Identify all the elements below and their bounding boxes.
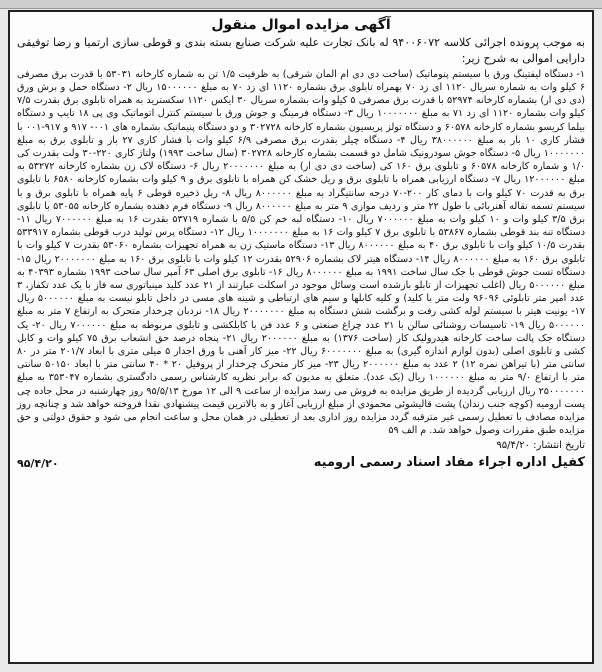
notice-title: آگهی مزایده اموال منقول — [211, 17, 391, 33]
page-top-strip — [0, 0, 602, 9]
notice-paper — [8, 10, 594, 664]
notice-body: ۱- دستگاه لیفتینگ ورق با سیستم پنوماتیک (ساخت دی دی ام المان شرقی) به ظرفیت ۱/۵ تن به شماره کارخانه ۵۳۰۳۱ با قدرت برق مصرفی ۶ کیلو وات به شماره سریال ۱۱۲۰ ای زد ۷۰ بهمراه تابلوی برق بشماره ۱۱۲۰ ای زد ۷۰ به مبلغ ۱۵۰۰۰۰۰۰ ریال ۲- دستگاه حمل و برش ورق (دی دی ار) بشماره کارخانه ۵۲۹۷۴ با قدرت برق مصرفی ۵ کیلو وات بشماره سریال ۳۰ ایکس ۱۱۲۰ سکسترید به همراه تابلوی برق بقدرت ۷/۵ کیلو وات بشماره ۱۱۲۰ ای زد ۷۱ به مبلغ ۱۰۰۰۰۰۰۰ ریال ۳- دستگاه فرمینگ و جوش ورق با سیستم کنترل اتوماتیک وی پی ۱۸ تایپ و دستگاه بیلما کریسو بشماره کارخانه ۶۰۵۷۸ و دستگاه تولز پریسیون بشماره کارخانه ۳۰۲۷۲۸ و دو دستگاه پنیماتیک بشماره های ۰۰۱- ۹۱۷ و ۹۱۷-۰۰۱ با فشار کاری ۱۰ بار به مبلغ ۳۸۰۰۰۰۰۰ ریال ۴- دستگاه چیلر بقدرت برق مصرفی ۶/۹ کیلو وات با فشار کاری ۲۷ بار و تابلوی برق به مبلغ ۱۰۰۰۰۰۰۰ ریال ۵- دستگاه جوش سودرونیک شامل دو قسمت بشماره کارخانه ۳۰۲۷۲۸ (سال ساخت ۱۹۹۳) ولتاژ کاری ۲۲۰-۳۰ ولت بقدرت کی ۱/۰ و شماره کارخانه ۶۰۵۷۸ و تابلوی برق ۱۶۰ کی (ساخت دی دی ار) به مبلغ ۲۰۰۰۰۰۰۰ ریال ۶- دستگاه لاک زن بشماره کارخانه ۵۳۲۷۲ به مبلغ ۱۲۰۰۰۰۰۰ ریال ۷- دستگاه ارزیابی همراه با تابلوی برق و ریل خشک کن همراه با تابلوی برق و ۹ کیلو وات بشماره کارخانه ۶۵۸۰ با تابلوی برق به قدرت ۷۰ کیلو وات با دمای کار ۲۰۰-۷۰ درجه سانتیگراد به مبلغ ۸۰۰۰۰۰۰ ریال ۸- ریل ذخیره قوطی ۶ پایه همراه با تابلوی برق و با سیستم تسمه نقاله آهنربائی با طول ۲۲ متر و ردیف موازی ۹ متر به مبلغ ۸۰۰۰۰۰۰ ریال ۹- دستگاه فرم دهنده بشماره کارخانه ۵۳۰۵۵ با تابلوی برق ۳/۵ کیلو وات و ۱۰ کیلو وات به مبلغ ۷۰۰۰۰۰۰ ریال ۱۰- دستگاه لبه خم کن ۵/۵ با شماره ۵۳۷۱۹ بقدرت ۱۶ به مبلغ ۷۰۰۰۰۰۰ ریال ۱۱- دستگاه تنه بند قوطی بشماره ۵۳۸۶۷ با تابلوی برق ۷ کیلو وات ۱۶ به مبلغ ۱۰۰۰۰۰۰۰ ریال ۱۲- دستگاه پرس تولید درب قوطی بشماره ۵۳۳۹۱۷ بقدرت ۱۰/۵ کیلو وات با تابلوی برق ۴۰ به مبلغ ۸۰۰۰۰۰۰ ریال ۱۳- دستگاه ماستیک زن به همراه تجهیزات بشماره ۵۳۰۶۰ بقدرت ۷ کیلو وات با تابلوی برق ۱۶۰ به مبلغ ۸۰۰۰۰۰۰ ریال ۱۴- دستگاه هیتر لاک بشماره ۵۲۹۰۶ بقدرت ۱۲ کیلو وات با تابلوی برق ۱۶۰ به مبلغ ۲۰۰۰۰۰۰۰ ریال ۱۵- دستگاه تست جوش قوطی با جک سال ساخت ۱۹۹۱ به مبلغ ۸۰۰۰۰۰۰ ریال ۱۶- تابلوی برق اصلی ۶۳ آمپر سال ساخت ۱۹۹۳ بشماره ۴۰۳۹۳ به مبلغ ۵۰۰۰۰۰۰ ریال (اغلب تجهیزات از تابلو بازشده است وسائل موجود در اسکلت عبارتند از ۲۱ عدد کلید مینیاتوری سه فاز با یک عدد تکفاز، ۳ عدد امپر متر تابلوئی ۹۶۰۹۶ ولت متر با کلید) و کلیه کابلها و سیم های ارتباطی و شینه های مسی در داخل تابلو نیست به مبلغ ۵۰۰۰۰۰۰ ریال ۱۷- یونیت هیتر با سیستم لوله کشی رفت و برگشت شش دستگاه به مبلغ ۲۰۰۰۰۰۰۰ ریال ۱۸- نردبان چرخدار متحرک به ارتفاع ۷ متر به مبلغ ۵۰۰۰۰۰۰ ریال ۱۹- تاسیسات روشنائی سالن با ۲۱ عدد چراغ صنعتی و ۶ عدد فن با کابلکشی و تابلوی مربوطه به مبلغ ۷۰۰۰۰۰۰ ریال ۲۰- یک دستگاه جک پالت ساخت کارخانه هیدرولیک کار (ساخت ۱۳۷۶) به مبلغ ۲۰۰۰۰۰۰ ریال ۲۱- پنجاه درصد حق انشعاب برق ۷۵ کیلو وات و کابل کشی و تابلوی اصلی (بدون لوازم اندازه گیری) به مبلغ ۶۰۰۰۰۰۰۰ ریال ۲۲- میز کار آهنی با ورق اجدار ۵ میلی متری با ابعاد ۲۰۱/۷ متر در ۸۰ سانتی متر (با تیراهن نمره ۱۲) ۲ عدد به مبلغ ۲۰۰۰۰۰۰ ریال ۲۳- میز کار متحرک چرخدار از پروفیل ۲۰ * ۴۰ سانتی متر با ابعاد ۵۰۱۵۰ سانتی متر با ارتفاع ۹/۰ متر به مبلغ ۱۰۰۰۰۰۰ ریال (یک عدد). متعلق به مدیون که برابر نظریه کارشناس رسمی دادگستری بشماره ۳۵۳۰۴۷ به مبلغ ۲۵۰۰۰۰۰۰۰ ریال ارزیابی گردیده از طریق مزایده به فروش می رسد مزایده از ساعت ۹ الی ۱۲ مورخ ۹۵/۵/۱۳ روز چهارشنبه در محل جاده چی پست ارومیه (کوچه جنب زندان) پشت قالیشوئی محمودی از مبلغ ارزیابی آغاز و به بالاترین قیمت پیشنهادی نقدا فروخته خواهد شد و چنانچه روز مزایده مصادف با تعطیل رسمی غیر مترقبه گردد مزایده روز اداری بعد از تعطیلی در همان محل و ساعت انجام می شود و حقوق دولتی و حق مزایده طبق مقررات وصول خواهد شد. م الف ۵۹ — [17, 68, 586, 437]
signature-line: کفیل اداره اجراء مفاد اسناد رسمی ارومیه — [313, 454, 585, 470]
corner-date: ۹۵/۴/۲۰ — [17, 456, 59, 470]
notice-intro: به موجب پرونده اجرائی کلاسه ۹۴۰۰۶۰۷۲ له بانک تجارت علیه شرکت صنایع بسته بندی و قوطی سازی ارتمیا و رضا توفیقی دارایی اموالی به شرح زیر: — [17, 36, 585, 65]
signature-row — [17, 454, 585, 472]
publish-date: تاریخ انتشار: ۹۵/۴/۲۰ — [496, 439, 585, 451]
